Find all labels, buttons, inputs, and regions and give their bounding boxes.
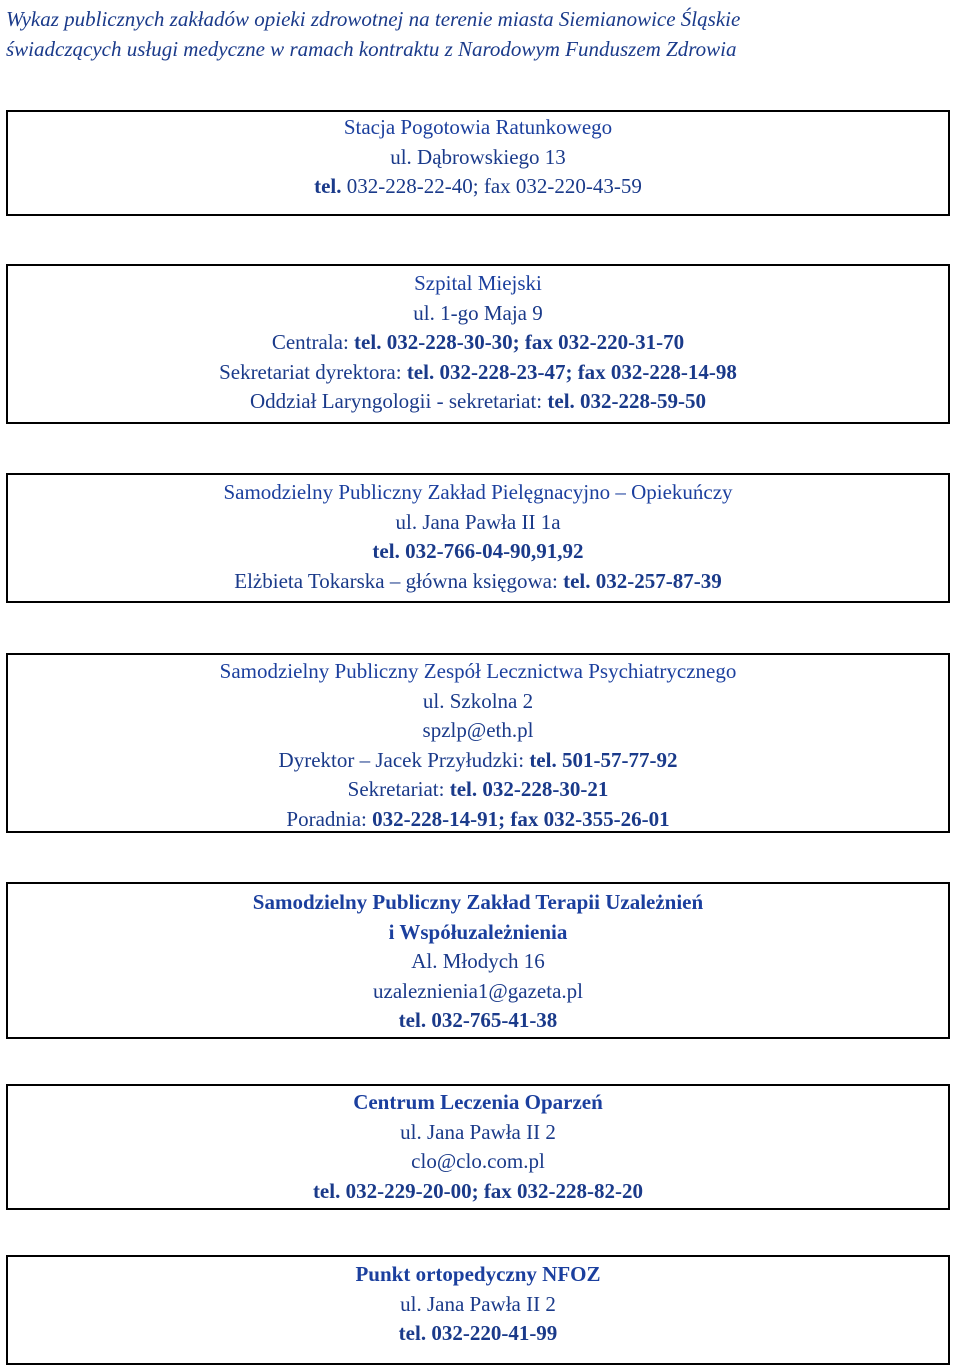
facility-name: Stacja Pogotowia Ratunkowego (343, 115, 613, 139)
laryngology-label: Oddział Laryngologii - sekretariat: (249, 389, 543, 414)
page-title-line-1: Wykaz publicznych zakładów opieki zdrowotnej na terenie miasta Siemianowice Śląskie (6, 7, 741, 31)
facility-address: Al. Młodych 16 (411, 949, 545, 974)
facility-name: Centrum Leczenia Oparzeń (353, 1090, 603, 1114)
facility-card-nursing-care (6, 473, 950, 603)
tel-label: tel. (372, 539, 400, 564)
tel-value: 032-220-41-99 (431, 1321, 558, 1346)
tel-label: tel. (354, 330, 382, 355)
director-value: 501-57-77-92 (561, 747, 678, 772)
tel-label: tel. (449, 777, 478, 802)
facility-name: Punkt ortopedyczny NFOZ (355, 1262, 601, 1286)
facility-address: ul. Szkolna 2 (422, 688, 534, 713)
facility-address: ul. 1-go Maja 9 (413, 300, 543, 325)
central-label: Centrala: (271, 330, 349, 355)
facility-address: ul. Jana Pawła II 2 (400, 1119, 556, 1144)
tel-label: tel. (314, 174, 342, 199)
page-title (6, 4, 956, 64)
facility-address: ul. Jana Pawła II 2 (400, 1291, 556, 1316)
facility-email[interactable]: clo@clo.com.pl (411, 1149, 545, 1174)
facility-card-psychiatric (6, 653, 950, 833)
facility-secretariat-phone (8, 775, 948, 805)
facility-name-line-1: Samodzielny Publiczny Zakład Terapii Uzależnień (252, 890, 704, 914)
tel-value: 032-228-22-40; fax 032-220-43-59 (346, 174, 642, 199)
facility-clinic-phone (8, 805, 948, 835)
facility-phone (8, 1319, 948, 1349)
secretariat-label: Sekretariat dyrektora: (219, 359, 402, 384)
facility-name-line-2: i Współuzależnienia (388, 919, 568, 944)
laryngology-value: 032-228-59-50 (580, 389, 707, 414)
page-title-line-2: świadczących usługi medyczne w ramach kontraktu z Narodowym Funduszem Zdrowia (6, 37, 737, 61)
facility-card-burn-center (6, 1084, 950, 1210)
central-value: 032-228-30-30; fax 032-220-31-70 (386, 330, 685, 355)
tel-value: 032-766-04-90,91,92 (405, 539, 584, 564)
tel-value: 032-765-41-38 (431, 1008, 558, 1033)
clinic-label: Poradnia: (286, 806, 367, 831)
facility-name: Szpital Miejski (414, 271, 542, 295)
tel-label: tel. (398, 1008, 427, 1033)
secretariat-value: 032-228-23-47; fax 032-228-14-98 (439, 359, 737, 384)
facility-name: Samodzielny Publiczny Zakład Pielęgnacyjno – Opiekuńczy (223, 480, 733, 504)
facility-card-addiction-therapy (6, 882, 950, 1039)
tel-value: 032-229-20-00; fax 032-228-82-20 (345, 1178, 644, 1203)
facility-phone (8, 1006, 948, 1036)
tel-label: tel. (312, 1178, 341, 1203)
facility-address: ul. Jana Pawła II 1a (395, 509, 561, 534)
facility-phone (8, 1177, 948, 1207)
facility-accountant-phone (8, 567, 948, 597)
facility-card-ambulance-station (6, 110, 950, 216)
tel-label: tel. (398, 1321, 427, 1346)
facility-director-phone (8, 746, 948, 776)
facility-laryngology-phone (8, 387, 948, 417)
facility-card-orthopedic-point (6, 1255, 950, 1365)
accountant-value: 032-257-87-39 (595, 568, 722, 593)
facility-secretariat-phone (8, 358, 948, 388)
secretariat-label: Sekretariat: (347, 777, 445, 802)
tel-label: tel. (547, 389, 575, 414)
facility-address: ul. Dąbrowskiego 13 (390, 144, 566, 169)
clinic-value: 032-228-14-91; fax 032-355-26-01 (372, 806, 670, 831)
facility-email[interactable]: uzaleznienia1@gazeta.pl (373, 978, 583, 1003)
tel-label: tel. (529, 747, 557, 772)
facility-name: Samodzielny Publiczny Zespół Lecznictwa Psychiatrycznego (219, 659, 737, 683)
secretariat-value: 032-228-30-21 (482, 777, 609, 802)
director-label: Dyrektor – Jacek Przyłudzki: (278, 747, 525, 772)
facility-email[interactable]: spzlp@eth.pl (422, 718, 534, 743)
accountant-label: Elżbieta Tokarska – główna księgowa: (234, 568, 558, 593)
facility-phone (8, 172, 948, 202)
facility-central-phone (8, 328, 948, 358)
tel-label: tel. (406, 359, 435, 384)
facility-card-city-hospital (6, 264, 950, 424)
tel-label: tel. (563, 568, 591, 593)
facility-phone (8, 537, 948, 567)
